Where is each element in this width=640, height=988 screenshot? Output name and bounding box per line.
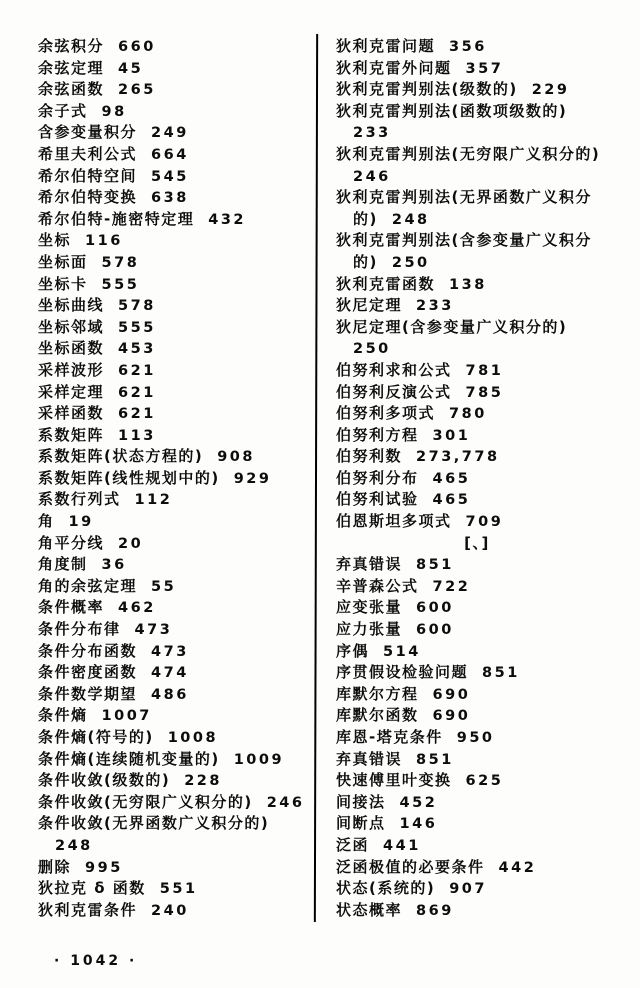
entry-term: 希尔伯特变换 — [38, 188, 138, 207]
entry-page-number: 356 — [449, 39, 487, 55]
entry-term: 弃真错误 — [336, 749, 403, 768]
index-entry — [38, 511, 310, 533]
index-entry — [38, 900, 310, 922]
index-entry — [336, 295, 632, 317]
index-entry — [38, 360, 310, 382]
index-entry — [38, 749, 310, 771]
entry-term: 库恩-塔克条件 — [336, 728, 443, 746]
entry-term: 坐标曲线 — [38, 296, 105, 315]
index-entry — [336, 382, 632, 404]
entry-term: 间断点 — [336, 814, 386, 833]
index-entry — [38, 101, 310, 123]
entry-term: 应力张量 — [336, 620, 403, 639]
entry-term: 余子式 — [38, 101, 88, 120]
entry-term: 条件收敛(无界函数广义积分的) — [38, 814, 270, 833]
entry-term: 狄利克雷外问题 — [336, 58, 452, 77]
entry-term: 泛函 — [336, 835, 370, 854]
index-entry — [336, 230, 632, 252]
index-entry — [38, 813, 310, 835]
entry-page-number: 265 — [118, 82, 156, 99]
index-entry — [336, 166, 632, 188]
entry-term: 条件分布函数 — [38, 641, 138, 660]
entry-term: 系数行列式 — [38, 490, 121, 509]
entry-term: 余弦函数 — [38, 80, 105, 99]
entry-page-number: 621 — [118, 362, 156, 379]
index-entry — [38, 58, 310, 80]
index-entry — [336, 813, 632, 835]
entry-page-number: 474 — [151, 665, 189, 682]
entry-term: 狄利克雷判别法(无穷限广义积分的) — [336, 144, 601, 163]
index-entry — [38, 533, 310, 555]
column-divider-rule — [314, 34, 318, 922]
index-entry — [336, 317, 632, 339]
entry-page-number: 138 — [449, 276, 487, 293]
index-entry — [38, 554, 310, 576]
entry-page-number: 869 — [416, 902, 454, 919]
entry-term: 间接法 — [336, 792, 386, 811]
index-entry — [336, 252, 632, 274]
entry-page-number: 357 — [465, 60, 504, 77]
entry-page-number: 453 — [118, 341, 156, 358]
index-entry — [336, 792, 632, 814]
index-entry — [336, 403, 632, 425]
entry-term: 角度制 — [38, 555, 88, 574]
entry-page-number: 250 — [391, 254, 430, 271]
entry-term: 狄拉克 δ 函数 — [38, 879, 146, 898]
entry-term: 狄利克雷判别法(级数的) — [336, 80, 518, 99]
entry-page-number: 929 — [233, 470, 272, 487]
entry-page-number: 551 — [159, 881, 198, 898]
entry-term: 希里夫利公式 — [38, 144, 138, 163]
entry-page-number: 113 — [118, 427, 156, 444]
entry-term: 的) — [353, 209, 378, 228]
entry-term: 条件分布律 — [38, 620, 121, 639]
entry-term: 系数矩阵(状态方程的) — [38, 447, 204, 466]
entry-term: 快速傅里叶变换 — [336, 771, 452, 790]
entry-term: 泛函极值的必要条件 — [336, 857, 485, 876]
entry-term: 伯努利求和公式 — [336, 360, 452, 379]
entry-term: 条件概率 — [38, 598, 105, 617]
page-number: · 1042 · — [54, 953, 138, 969]
entry-page-number: 116 — [85, 233, 123, 250]
entry-term: 坐标 — [38, 231, 72, 250]
index-entry — [38, 36, 310, 58]
index-entry — [38, 727, 310, 749]
entry-term: 伯努利分布 — [336, 468, 419, 487]
section-header-label: [、] — [464, 533, 490, 552]
entry-page-number: 851 — [482, 665, 520, 682]
entry-page-number: 621 — [118, 406, 156, 423]
entry-page-number: 660 — [118, 39, 156, 55]
index-entry — [38, 317, 310, 339]
entry-page-number: 1009 — [233, 751, 285, 768]
entry-page-number: 908 — [217, 449, 255, 466]
entry-term: 坐标面 — [38, 252, 88, 271]
index-entry — [336, 446, 632, 468]
entry-term: 条件密度函数 — [38, 663, 138, 682]
index-entry — [336, 274, 632, 296]
index-column-left — [38, 36, 310, 921]
entry-page-number: 246 — [266, 794, 305, 811]
index-entry — [336, 144, 632, 166]
entry-page-number: 851 — [416, 557, 454, 574]
entry-term: 序偶 — [336, 641, 370, 660]
entry-page-number: 248 — [391, 211, 430, 228]
index-entry — [38, 857, 310, 879]
index-column-right — [336, 36, 632, 921]
entry-page-number: 301 — [432, 427, 471, 444]
entry-term: 伯恩斯坦多项式 — [336, 512, 452, 531]
entry-term: 序贯假设检验问题 — [336, 663, 469, 682]
entry-term: 含参变量积分 — [38, 123, 138, 142]
index-entry — [336, 597, 632, 619]
entry-term: 条件收敛(级数的) — [38, 771, 171, 790]
entry-page-number: 36 — [101, 557, 127, 574]
entry-term: 伯努利方程 — [336, 425, 419, 444]
index-entry — [336, 360, 632, 382]
entry-term: 坐标卡 — [38, 274, 88, 293]
index-entry — [38, 425, 310, 447]
entry-page-number: 722 — [432, 578, 471, 595]
entry-page-number: 465 — [432, 492, 471, 509]
index-entry — [38, 835, 310, 857]
entry-term: 狄利克雷函数 — [336, 274, 436, 293]
index-entry — [336, 511, 632, 533]
entry-term: 采样定理 — [38, 382, 105, 401]
entry-term: 应变张量 — [336, 598, 403, 617]
entry-term: 条件数学期望 — [38, 684, 138, 703]
entry-page-number: 1008 — [167, 730, 219, 746]
entry-term: 坐标邻域 — [38, 317, 105, 336]
entry-term: 狄尼定理 — [336, 296, 403, 315]
index-entry — [336, 79, 632, 101]
entry-page-number: 441 — [383, 837, 421, 854]
entry-term: 条件熵(连续随机变量的) — [38, 749, 220, 768]
entry-term: 辛普森公式 — [336, 576, 419, 595]
index-entry — [336, 749, 632, 771]
index-entry — [38, 230, 310, 252]
entry-page-number: 950 — [456, 730, 495, 746]
index-entry — [38, 166, 310, 188]
entry-page-number: 112 — [134, 492, 173, 509]
index-entry — [38, 252, 310, 274]
entry-page-number: 19 — [68, 514, 94, 531]
entry-term: 的) — [353, 252, 378, 271]
index-entry — [336, 36, 632, 58]
entry-term: 状态(系统的) — [336, 879, 436, 898]
entry-page-number: 442 — [498, 859, 537, 876]
index-entry — [38, 122, 310, 144]
index-entry — [336, 684, 632, 706]
entry-term: 删除 — [38, 857, 72, 876]
entry-page-number: 1007 — [101, 708, 152, 725]
entry-page-number: 249 — [151, 125, 189, 142]
entry-page-number: 709 — [465, 514, 504, 531]
index-entry — [336, 662, 632, 684]
entry-term: 采样波形 — [38, 360, 105, 379]
entry-term: 状态概率 — [336, 900, 403, 919]
entry-page-number: 432 — [208, 211, 247, 228]
entry-page-number: 45 — [118, 60, 144, 77]
entry-term: 系数矩阵 — [38, 425, 105, 444]
entry-term: 狄利克雷判别法(无界函数广义积分 — [336, 188, 592, 207]
entry-page-number: 514 — [383, 643, 421, 660]
entry-page-number: 486 — [151, 686, 189, 703]
entry-term: 希尔伯特空间 — [38, 166, 138, 185]
entry-page-number: 465 — [432, 470, 471, 487]
entry-page-number: 600 — [416, 622, 454, 639]
index-entry — [336, 900, 632, 922]
index-entry — [336, 857, 632, 879]
index-entry — [38, 338, 310, 360]
entry-page-number: 55 — [151, 578, 177, 595]
entry-term: 狄利克雷问题 — [336, 37, 436, 55]
index-entry — [38, 792, 310, 814]
entry-term: 角的余弦定理 — [38, 576, 138, 595]
entry-page-number: 248 — [55, 837, 93, 854]
entry-page-number: 781 — [465, 362, 504, 379]
entry-page-number: 690 — [432, 686, 471, 703]
entry-page-number: 473 — [151, 643, 189, 660]
entry-term: 伯努利数 — [336, 447, 403, 466]
entry-term: 狄尼定理(含参变量广义积分的) — [336, 317, 568, 336]
entry-page-number: 578 — [118, 298, 156, 315]
entry-page-number: 638 — [151, 190, 189, 207]
index-entry — [38, 684, 310, 706]
index-entry — [336, 878, 632, 900]
entry-term: 坐标函数 — [38, 339, 105, 358]
entry-term: 狄利克雷判别法(含参变量广义积分 — [336, 231, 592, 250]
index-entry — [336, 489, 632, 511]
entry-term: 条件收敛(无穷限广义积分的) — [38, 792, 253, 811]
entry-page-number: 146 — [399, 816, 438, 833]
entry-term: 狄利克雷条件 — [38, 900, 138, 919]
entry-term: 弃真错误 — [336, 555, 403, 574]
index-entry — [38, 209, 310, 231]
entry-page-number: 664 — [151, 146, 189, 163]
index-entry — [38, 597, 310, 619]
index-entry — [38, 662, 310, 684]
index-entry — [336, 835, 632, 857]
entry-page-number: 851 — [416, 751, 454, 768]
entry-page-number: 20 — [118, 535, 144, 552]
index-entry — [38, 641, 310, 663]
index-entry — [38, 878, 310, 900]
index-entry — [336, 58, 632, 80]
entry-term: 库默尔函数 — [336, 706, 419, 725]
section-header — [336, 533, 632, 555]
entry-term: 伯努利试验 — [336, 490, 419, 509]
entry-term: 余弦积分 — [38, 37, 105, 55]
entry-page-number: 780 — [449, 406, 487, 423]
index-entry — [336, 576, 632, 598]
index-entry — [336, 641, 632, 663]
entry-page-number: 555 — [118, 319, 156, 336]
index-entry — [38, 619, 310, 641]
entry-page-number: 233 — [416, 298, 454, 315]
entry-page-number: 995 — [85, 859, 123, 876]
index-entry — [38, 446, 310, 468]
index-entry — [336, 338, 632, 360]
entry-term: 角平分线 — [38, 533, 105, 552]
entry-term: 伯努利反演公式 — [336, 382, 452, 401]
index-entry — [38, 382, 310, 404]
entry-page-number: 600 — [416, 600, 454, 617]
entry-term: 库默尔方程 — [336, 684, 419, 703]
entry-page-number: 273,778 — [416, 449, 500, 466]
entry-page-number: 907 — [449, 881, 487, 898]
entry-term: 狄利克雷判别法(函数项级数的) — [336, 101, 568, 120]
entry-term: 系数矩阵(线性规划中的) — [38, 468, 220, 487]
entry-page-number: 462 — [118, 600, 156, 617]
entry-term: 条件熵 — [38, 706, 88, 725]
index-entry — [38, 576, 310, 598]
index-entry — [38, 770, 310, 792]
index-entry — [38, 295, 310, 317]
index-entry — [38, 403, 310, 425]
index-entry — [336, 122, 632, 144]
entry-page-number: 578 — [101, 254, 140, 271]
entry-page-number: 473 — [134, 622, 173, 639]
entry-page-number: 228 — [184, 773, 222, 790]
index-entry — [38, 468, 310, 490]
index-entry — [336, 770, 632, 792]
entry-term: 余弦定理 — [38, 58, 105, 77]
index-entry — [336, 187, 632, 209]
entry-term: 条件熵(符号的) — [38, 728, 154, 746]
entry-page-number: 233 — [353, 125, 391, 142]
index-entry — [336, 705, 632, 727]
entry-term: 角 — [38, 512, 55, 531]
index-entry — [38, 274, 310, 296]
entry-page-number: 246 — [353, 168, 391, 185]
index-entry — [336, 209, 632, 231]
index-entry — [38, 705, 310, 727]
entry-page-number: 545 — [151, 168, 189, 185]
entry-term: 采样函数 — [38, 404, 105, 423]
index-entry — [336, 425, 632, 447]
index-entry — [336, 554, 632, 576]
index-entry — [38, 144, 310, 166]
entry-term: 希尔伯特-施密特定理 — [38, 209, 195, 228]
index-entry — [336, 619, 632, 641]
index-entry — [38, 79, 310, 101]
index-entry — [336, 727, 632, 749]
index-entry — [38, 489, 310, 511]
entry-page-number: 229 — [531, 82, 570, 99]
entry-term: 伯努利多项式 — [336, 404, 436, 423]
entry-page-number: 621 — [118, 384, 156, 401]
entry-page-number: 555 — [101, 276, 140, 293]
entry-page-number: 98 — [101, 103, 127, 120]
index-entry — [336, 468, 632, 490]
entry-page-number: 240 — [151, 902, 189, 919]
entry-page-number: 785 — [465, 384, 504, 401]
index-entry — [336, 101, 632, 123]
entry-page-number: 625 — [465, 773, 504, 790]
index-entry — [38, 187, 310, 209]
entry-page-number: 690 — [432, 708, 471, 725]
entry-page-number: 250 — [353, 341, 391, 358]
entry-page-number: 452 — [399, 794, 438, 811]
